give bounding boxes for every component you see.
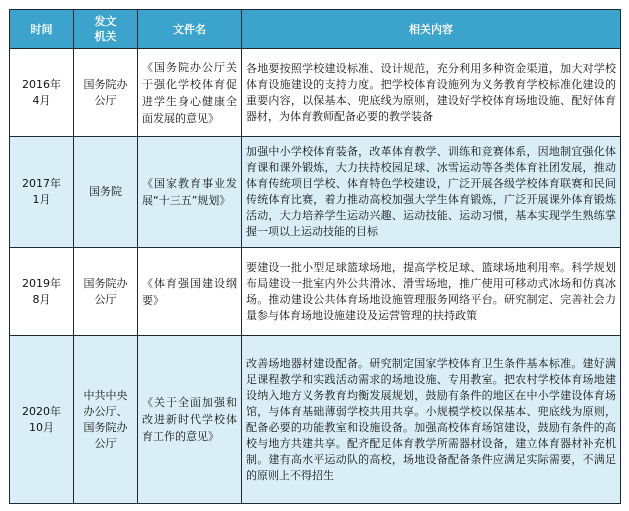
header-time: 时间 [10, 10, 74, 49]
header-issuer [74, 10, 138, 49]
cell-document-name: 《国家教育事业发展“十三五”规划》 [138, 137, 242, 248]
cell-time [10, 336, 74, 504]
cell-time-text: 2017年1月 [22, 177, 61, 206]
cell-issuer [74, 248, 138, 336]
cell-time-text: 2019年8月 [22, 276, 61, 306]
cell-document-name: 《体育强国建设纲要》 [138, 248, 242, 336]
cell-issuer-text: 国务院办公厅 [83, 276, 128, 306]
cell-issuer [74, 336, 138, 504]
cell-issuer [74, 137, 138, 248]
cell-time-text: 2016年4月 [22, 77, 61, 107]
table-row [10, 248, 621, 336]
cell-content: 要建设一批小型足球篮球场地，提高学校足球、篮球场地利用率。科学规划布局建设一批室内外公共滑冰、滑雪场地，推广使用可移动式冰场和仿真冰场。推动建设公共体育场地设施管理服务网络平台。研究制定、完善社会力量参与体育场地设施建设及运营管理的扶持政策 [242, 248, 621, 336]
cell-time [10, 49, 74, 137]
cell-issuer-text: 中共中央办公厅、国务院办公厅 [83, 388, 128, 450]
header-issuer-text: 发文机关 [94, 15, 117, 43]
table-row [10, 336, 621, 504]
cell-content: 各地要按照学校建设标准、设计规范，充分利用多种资金渠道，加大对学校体育设施建设的支持力度。把学校体育设施列为义务教育学校标准化建设的重要内容，以保基本、兜底线为原则，建设好学校体育场地设施、配好体育器材，为体育教师配备必要的教学装备 [242, 49, 621, 137]
header-row [10, 10, 621, 49]
header-name: 文件名 [138, 10, 242, 49]
table-row [10, 137, 621, 248]
cell-content: 改善场地器材建设配备。研究制定国家学校体育卫生条件基本标准。建好满足课程教学和实践活动需求的场地设施、专用教室。把农村学校体育场地建设纳入地方义务教育均衡发展规划，鼓励有条件的地区在中小学建设体育场馆，与体育基础薄弱学校共用共享。小规模学校以保基本、兜底线为原则，配备必要的功能教室和设施设备。加强高校体育场馆建设，鼓励有条件的高校与地方共建共享。配齐配足体育教学所需器材设备，建立体育器材补充机制。建有高水平运动队的高校，场地设备配备条件应满足实际需要，不满足的原则上不得招生 [242, 336, 621, 504]
cell-document-name: 《关于全面加强和改进新时代学校体育工作的意见》 [138, 336, 242, 504]
cell-document-name: 《国务院办公厅关于强化学校体育促进学生身心健康全面发展的意见》 [138, 49, 242, 137]
table-row [10, 49, 621, 137]
policy-table [9, 9, 621, 504]
cell-issuer [74, 49, 138, 137]
cell-issuer-text: 国务院 [89, 185, 122, 198]
cell-time [10, 137, 74, 248]
cell-issuer-text: 国务院办公厅 [83, 77, 128, 107]
cell-time-text: 2020年10月 [22, 404, 61, 434]
cell-content: 加强中小学校体育装备，改革体育教学、训练和竞赛体系，因地制宜强化体育课和课外锻炼，大力扶持校园足球、冰雪运动等各类体育社团发展，推动体育传统项目学校、体育特色学校建设，广泛开展各级学校体育联赛和民间传统体育比赛，着力推动高校加强大学生体育锻炼，广泛开展课外体育锻炼活动，大力培养学生运动兴趣、运动技能、运动习惯，基本实现学生熟练掌握一项以上运动技能的目标 [242, 137, 621, 248]
cell-time [10, 248, 74, 336]
header-content: 相关内容 [242, 10, 621, 49]
